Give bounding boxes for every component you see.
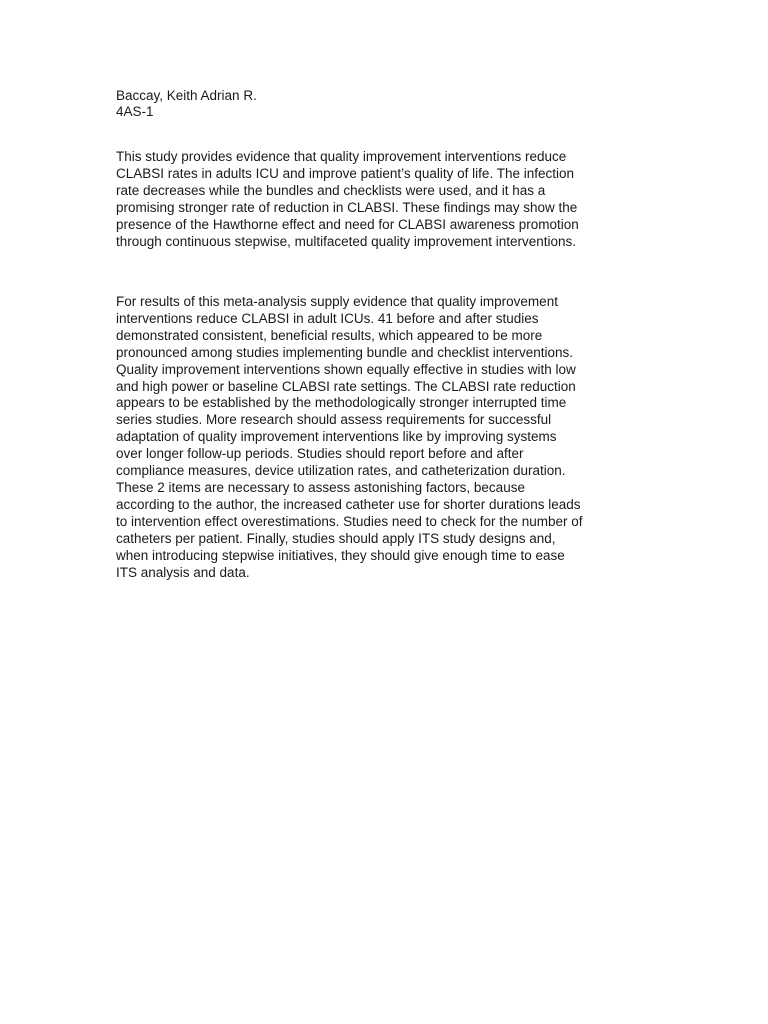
paragraph-line: appears to be established by the methodologically stronger interrupted time: [116, 395, 567, 411]
paragraph-line: catheters per patient. Finally, studies should apply ITS study designs and,: [116, 530, 556, 546]
paragraph-results: [116, 294, 661, 581]
paragraph-line: This study provides evidence that quality improvement interventions reduce: [116, 149, 567, 164]
paragraph-line: presence of the Hawthorne effect and need for CLABSI awareness promotion: [116, 216, 579, 232]
paragraph-line: pronounced among studies implementing bundle and checklist interventions.: [116, 344, 574, 360]
paragraph-line: These 2 items are necessary to assess astonishing factors, because: [116, 479, 525, 495]
paragraph-line: CLABSI rates in adults ICU and improve patient’s quality of life. The infection: [116, 165, 574, 181]
paragraph-line: adaptation of quality improvement interventions like by improving systems: [116, 429, 557, 445]
paragraph-line: according to the author, the increased catheter use for shorter durations leads: [116, 496, 581, 512]
paragraph-line: ITS analysis and data.: [116, 564, 250, 580]
paragraph-line: and high power or baseline CLABSI rate settings. The CLABSI rate reduction: [116, 378, 576, 394]
class-section: 4AS-1: [116, 104, 154, 119]
author-name: Baccay, Keith Adrian R.: [116, 88, 257, 103]
paragraph-line: For results of this meta-analysis supply evidence that quality improvement: [116, 294, 558, 309]
paragraph-line: promising stronger rate of reduction in CLABSI. These findings may show the: [116, 199, 578, 215]
paragraph-summary: [116, 149, 661, 250]
document-header: [116, 88, 257, 120]
paragraph-line: over longer follow-up periods. Studies should report before and after: [116, 446, 524, 462]
paragraph-line: through continuous stepwise, multifaceted quality improvement interventions.: [116, 233, 576, 249]
paragraph-line: series studies. More research should assess requirements for successful: [116, 412, 552, 428]
paragraph-line: compliance measures, device utilization rates, and catheterization duration.: [116, 463, 566, 479]
paragraph-line: interventions reduce CLABSI in adult ICUs. 41 before and after studies: [116, 310, 539, 326]
paragraph-line: rate decreases while the bundles and checklists were used, and it has a: [116, 182, 546, 198]
paragraph-line: demonstrated consistent, beneficial results, which appeared to be more: [116, 327, 543, 343]
paragraph-line: Quality improvement interventions shown equally effective in studies with low: [116, 361, 576, 377]
paragraph-line: when introducing stepwise initiatives, they should give enough time to ease: [116, 547, 565, 563]
paragraph-line: to intervention effect overestimations. Studies need to check for the number of: [116, 513, 583, 529]
